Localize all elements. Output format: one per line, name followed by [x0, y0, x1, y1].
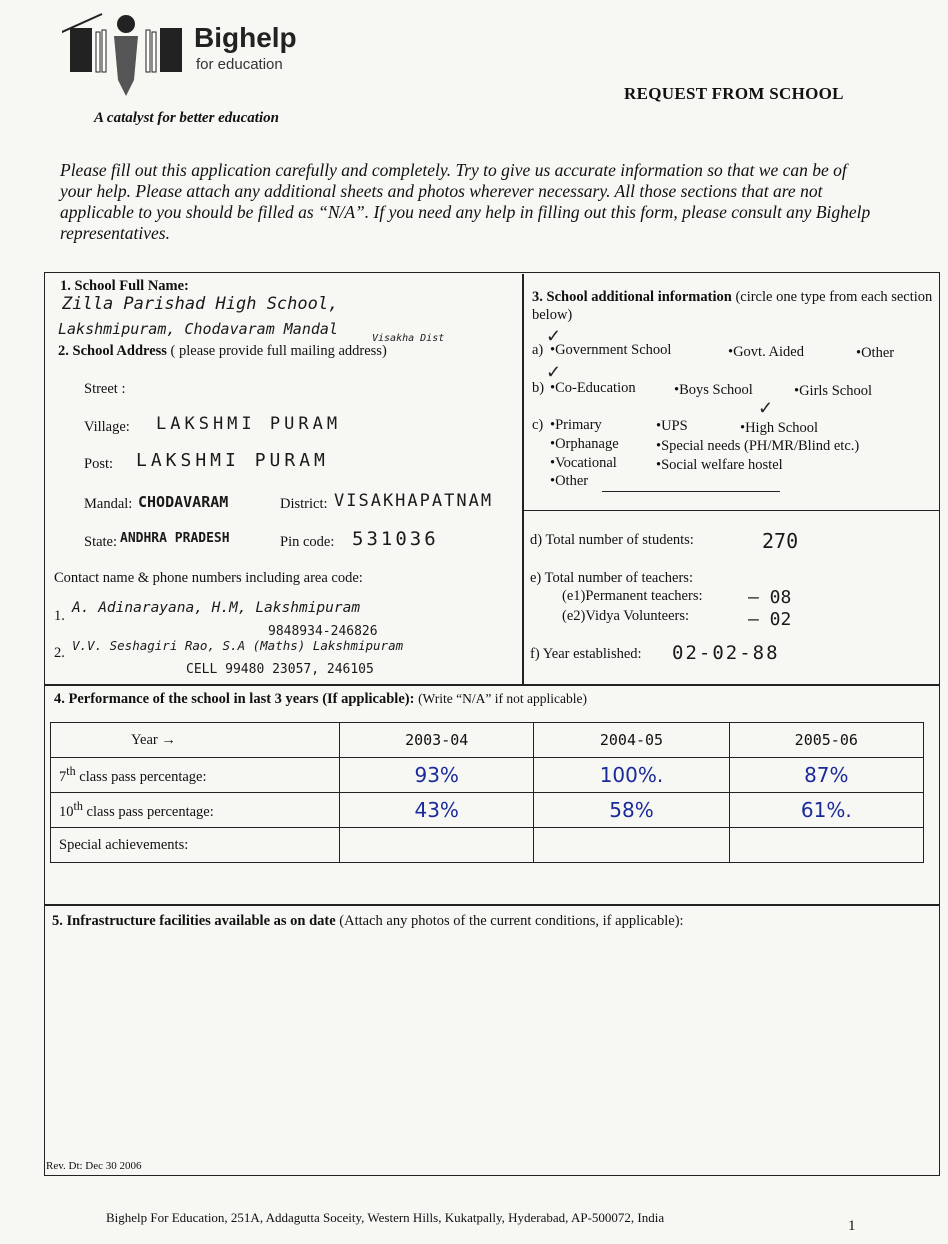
school-name-note: Visakha Dist [372, 333, 445, 344]
contact1-number: 1. [54, 608, 65, 624]
village-label: Village: [84, 419, 130, 435]
school-name-label: 1. School Full Name: [60, 278, 189, 294]
class10-label-text: class pass percentage: [82, 803, 214, 820]
check-mark-icon: ✓ [758, 398, 774, 418]
class10-pass-2004-05[interactable]: 58% [534, 793, 729, 828]
section5-divider [45, 904, 939, 906]
logo-icon [62, 10, 192, 100]
option-a-prefix: a) [532, 342, 544, 358]
performance-label: 4. Performance of the school in last 3 years (If applicable): [54, 691, 415, 707]
tagline: A catalyst for better education [94, 110, 279, 126]
option-other-c[interactable]: •Other [550, 473, 589, 489]
option-co-education[interactable]: •Co-Education [550, 380, 636, 396]
school-address-heading [58, 343, 387, 360]
class7-label [51, 758, 340, 793]
year-established-value[interactable]: 02-02-88 [672, 642, 780, 664]
bighelp-logo [62, 10, 192, 100]
state-value[interactable]: ANDHRA PRADESH [120, 531, 230, 546]
class7-label-text: class pass percentage: [75, 768, 207, 785]
table-row [51, 828, 924, 863]
year-2005-06[interactable]: 2005-06 [729, 723, 923, 758]
additional-info-label: 3. School additional information [532, 289, 732, 305]
state-label: State: [84, 534, 118, 550]
additional-info-heading [532, 288, 936, 324]
total-students-label: d) Total number of students: [530, 532, 694, 548]
year-2004-05[interactable]: 2004-05 [534, 723, 729, 758]
vidya-volunteers-value[interactable]: — 02 [748, 609, 792, 630]
district-label: District: [280, 496, 328, 512]
contact2-phone[interactable]: CELL 99480 23057, 246105 [186, 662, 374, 677]
contact2-name[interactable]: V.V. Seshagiri Rao, S.A (Maths) Lakshmipuram [72, 638, 404, 653]
performance-heading [54, 691, 587, 708]
post-label: Post: [84, 456, 114, 472]
post-value[interactable]: LAKSHMI PURAM [136, 450, 329, 471]
option-vocational[interactable]: •Vocational [550, 455, 617, 471]
brand-subtitle: for education [196, 56, 283, 73]
special-achievements-label: Special achievements: [51, 828, 340, 863]
mandal-label: Mandal: [84, 496, 133, 512]
vidya-volunteers-label: (e2)Vidya Volunteers: [562, 608, 690, 624]
pin-label: Pin code: [280, 534, 335, 550]
column-divider [522, 274, 524, 686]
table-row [51, 793, 924, 828]
additional-info-hint: (circle one type from each section below) [532, 289, 933, 323]
district-value[interactable]: VISAKHAPATNAM [334, 491, 494, 511]
section3-divider [523, 510, 939, 511]
page-number: 1 [848, 1218, 856, 1234]
contact1-name[interactable]: A. Adinarayana, H.M, Lakshmipuram [72, 600, 361, 616]
option-ups[interactable]: •UPS [656, 418, 688, 434]
special-achievements-2005-06[interactable] [729, 828, 923, 863]
option-government-school[interactable]: •Government School [550, 342, 672, 358]
revision-date: Rev. Dt: Dec 30 2006 [46, 1160, 142, 1172]
school-address-hint: ( please provide full mailing address) [170, 343, 387, 359]
infrastructure-area[interactable] [50, 940, 934, 1170]
option-social-welfare-hostel[interactable]: •Social welfare hostel [656, 457, 783, 473]
infrastructure-label: 5. Infrastructure facilities available as on date [52, 913, 336, 929]
total-teachers-label: e) Total number of teachers: [530, 570, 693, 586]
option-b-prefix: b) [532, 380, 545, 396]
table-row [51, 758, 924, 793]
village-value[interactable]: LAKSHMI PURAM [156, 414, 342, 434]
option-c-prefix: c) [532, 417, 544, 433]
permanent-teachers-value[interactable]: — 08 [748, 587, 792, 608]
class7-label-num: 7 [59, 768, 67, 785]
infrastructure-heading [52, 913, 684, 930]
total-students-value[interactable]: 270 [762, 529, 799, 553]
intro-paragraph: Please fill out this application carefully and completely. Try to give us accurate information so that we can be of your help. Please attach any additional sheets and photos wherever necessary. All those sections that are not applicable to you should be filled as “N/A”. If you need any help in filling out this form, please consult any Bighelp representatives. [60, 160, 871, 243]
section4-divider [45, 684, 939, 686]
class7-pass-2004-05[interactable]: 100%. [534, 758, 729, 793]
permanent-teachers-label: (e1)Permanent teachers: [562, 588, 703, 604]
option-special-needs[interactable]: •Special needs (PH/MR/Blind etc.) [656, 438, 860, 454]
option-high-school[interactable]: •High School [740, 420, 818, 436]
other-c-underline [602, 491, 780, 492]
special-achievements-2004-05[interactable] [534, 828, 729, 863]
class10-label-num: 10 [59, 803, 74, 820]
performance-hint: (Write “N/A” if not applicable) [418, 691, 587, 706]
performance-table [50, 722, 924, 863]
contact2-number: 2. [54, 645, 65, 661]
page-title: REQUEST FROM SCHOOL [624, 84, 844, 103]
option-primary[interactable]: •Primary [550, 417, 602, 433]
option-govt-aided[interactable]: •Govt. Aided [728, 344, 804, 360]
table-row [51, 723, 924, 758]
class10-label [51, 793, 340, 828]
option-orphanage[interactable]: •Orphanage [550, 436, 619, 452]
year-established-label: f) Year established: [530, 646, 642, 662]
contact1-phone[interactable]: 9848934-246826 [268, 624, 378, 639]
class7-pass-2005-06[interactable]: 87% [729, 758, 923, 793]
street-label: Street : [84, 381, 126, 397]
option-other-a[interactable]: •Other [856, 345, 895, 361]
year-header: Year → [51, 723, 340, 758]
option-girls-school[interactable]: •Girls School [794, 383, 872, 399]
infrastructure-hint: (Attach any photos of the current conditions, if applicable): [339, 913, 684, 929]
school-name-line2[interactable]: Lakshmipuram, Chodavaram Mandal [58, 320, 338, 338]
special-achievements-2003-04[interactable] [340, 828, 534, 863]
class10-pass-2003-04[interactable]: 43% [340, 793, 534, 828]
footer-address: Bighelp For Education, 251A, Addagutta Soceity, Western Hills, Kukatpally, Hyderabad, AP-500072, India [106, 1210, 665, 1225]
contact-label: Contact name & phone numbers including area code: [54, 570, 363, 586]
school-name-line1[interactable]: Zilla Parishad High School, [62, 294, 339, 314]
class10-pass-2005-06[interactable]: 61%. [729, 793, 923, 828]
brand-name: Bighelp [194, 22, 297, 53]
pin-value[interactable]: 531036 [352, 528, 439, 550]
school-address-label: 2. School Address [58, 343, 167, 359]
check-mark-icon: ✓ [546, 362, 562, 382]
class7-pass-2003-04[interactable]: 93% [340, 758, 534, 793]
option-boys-school[interactable]: •Boys School [674, 382, 753, 398]
class7-label-sup: th [66, 764, 76, 779]
mandal-value[interactable]: CHODAVARAM [138, 493, 229, 511]
year-2003-04[interactable]: 2003-04 [340, 723, 534, 758]
class10-label-sup: th [73, 799, 83, 814]
check-mark-icon: ✓ [546, 326, 562, 346]
